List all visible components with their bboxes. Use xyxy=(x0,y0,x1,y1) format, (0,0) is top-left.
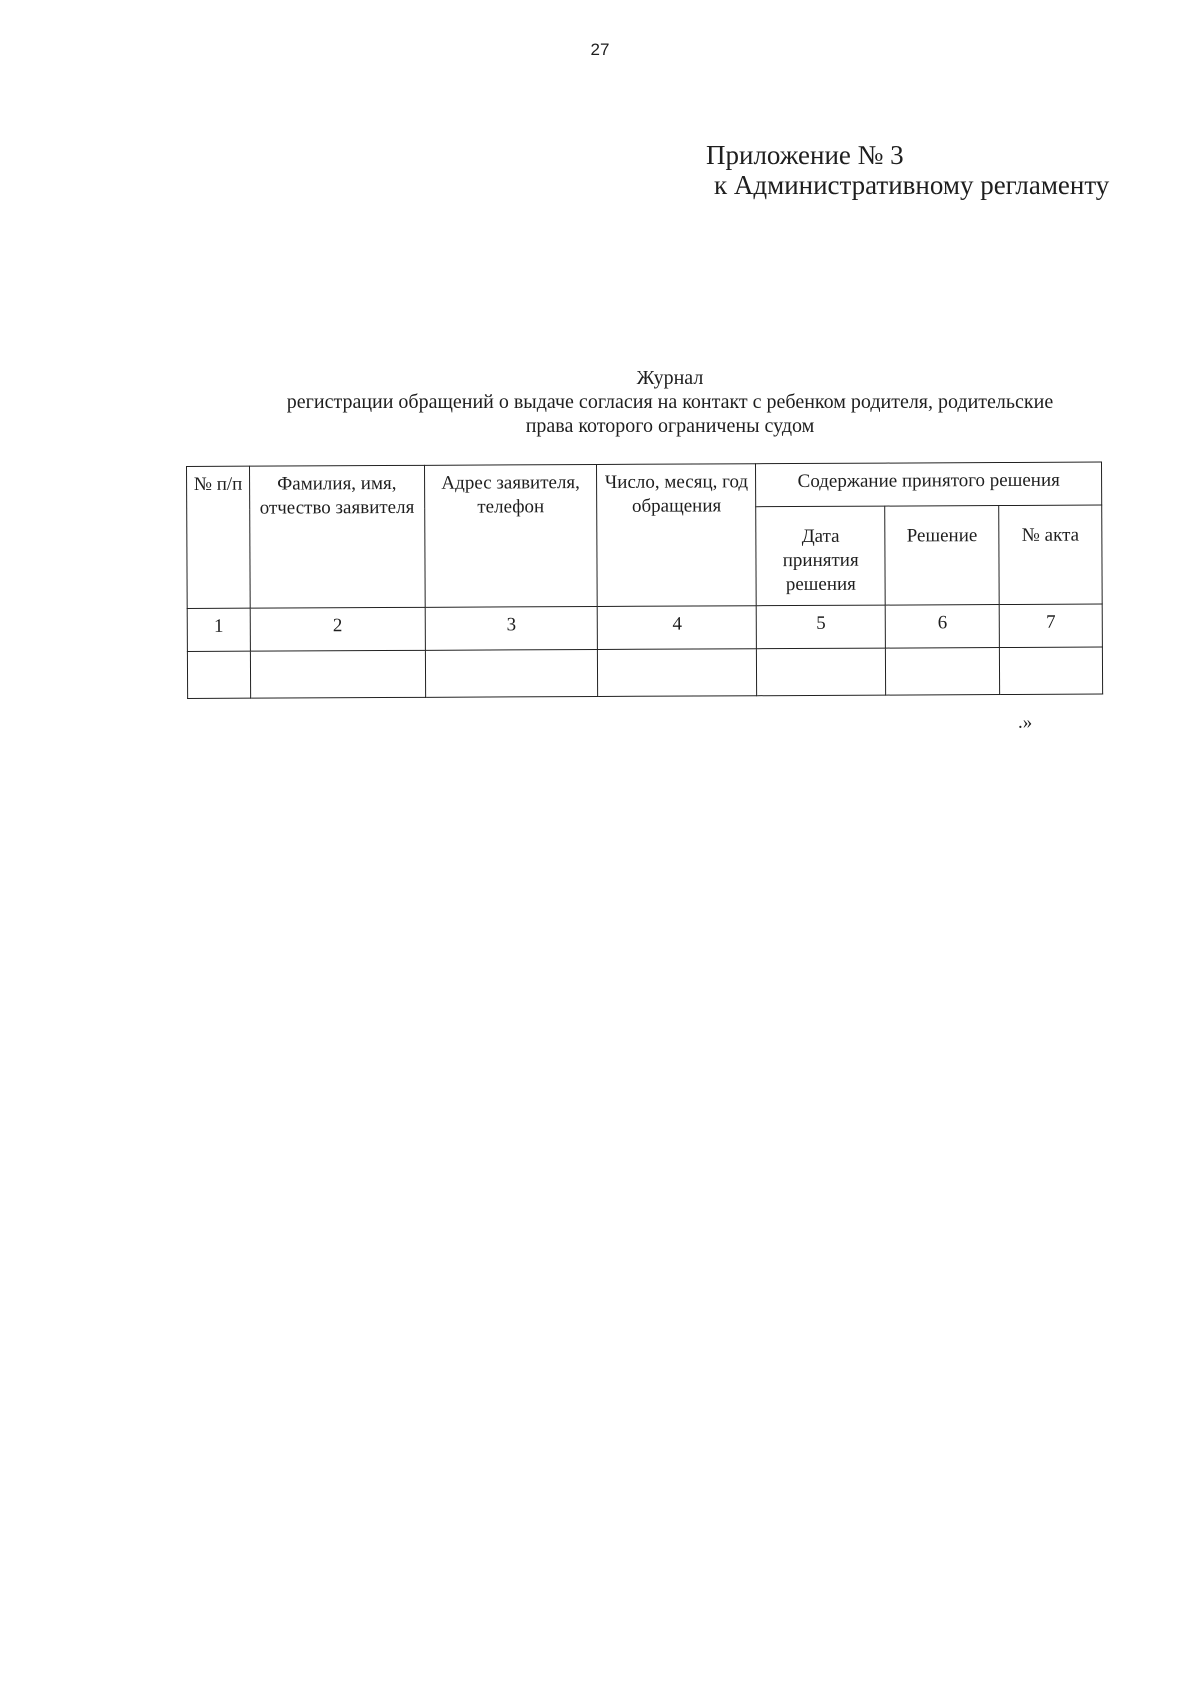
empty-cell xyxy=(187,651,250,698)
header-date: Число, месяц, год обращения xyxy=(597,464,757,607)
column-number: 4 xyxy=(598,606,757,650)
appendix-heading xyxy=(706,140,1109,200)
header-decision: Решение xyxy=(885,506,999,606)
column-number: 2 xyxy=(250,607,425,651)
header-address: Адрес заявителя, телефон xyxy=(424,464,597,607)
column-number-row xyxy=(187,604,1102,651)
header-act-number: № акта xyxy=(999,505,1102,605)
header-full-name: Фамилия, имя, отчество заявителя xyxy=(249,465,424,608)
header-number: № п/п xyxy=(187,466,251,608)
appendix-line-1: Приложение № 3 xyxy=(706,140,904,170)
journal-title xyxy=(180,366,1160,438)
closing-quote-mark: .» xyxy=(1018,712,1033,733)
column-number: 3 xyxy=(425,606,598,650)
empty-row xyxy=(187,647,1102,698)
empty-cell xyxy=(250,650,425,698)
appendix-line-2: к Административному регламенту xyxy=(714,170,1110,200)
empty-cell xyxy=(425,649,598,697)
register-table xyxy=(186,462,1103,699)
column-number: 1 xyxy=(187,608,250,651)
header-decision-date: Дата принятия решения xyxy=(756,506,885,606)
column-number: 6 xyxy=(885,605,999,649)
empty-cell xyxy=(886,648,1000,696)
column-number: 7 xyxy=(999,604,1102,648)
page-number: 27 xyxy=(590,40,610,59)
column-number: 5 xyxy=(757,605,886,649)
journal-title-line-3: права которого ограничены судом xyxy=(525,415,815,437)
journal-title-line-1: Журнал xyxy=(636,367,704,389)
journal-title-line-2: регистрации обращений о выдаче согласия на контакт с ребенком родителя, родительские xyxy=(286,391,1054,413)
empty-cell xyxy=(757,648,886,696)
header-decision-group: Содержание принятого решения xyxy=(756,462,1102,507)
empty-cell xyxy=(1000,647,1103,695)
empty-cell xyxy=(598,649,757,697)
